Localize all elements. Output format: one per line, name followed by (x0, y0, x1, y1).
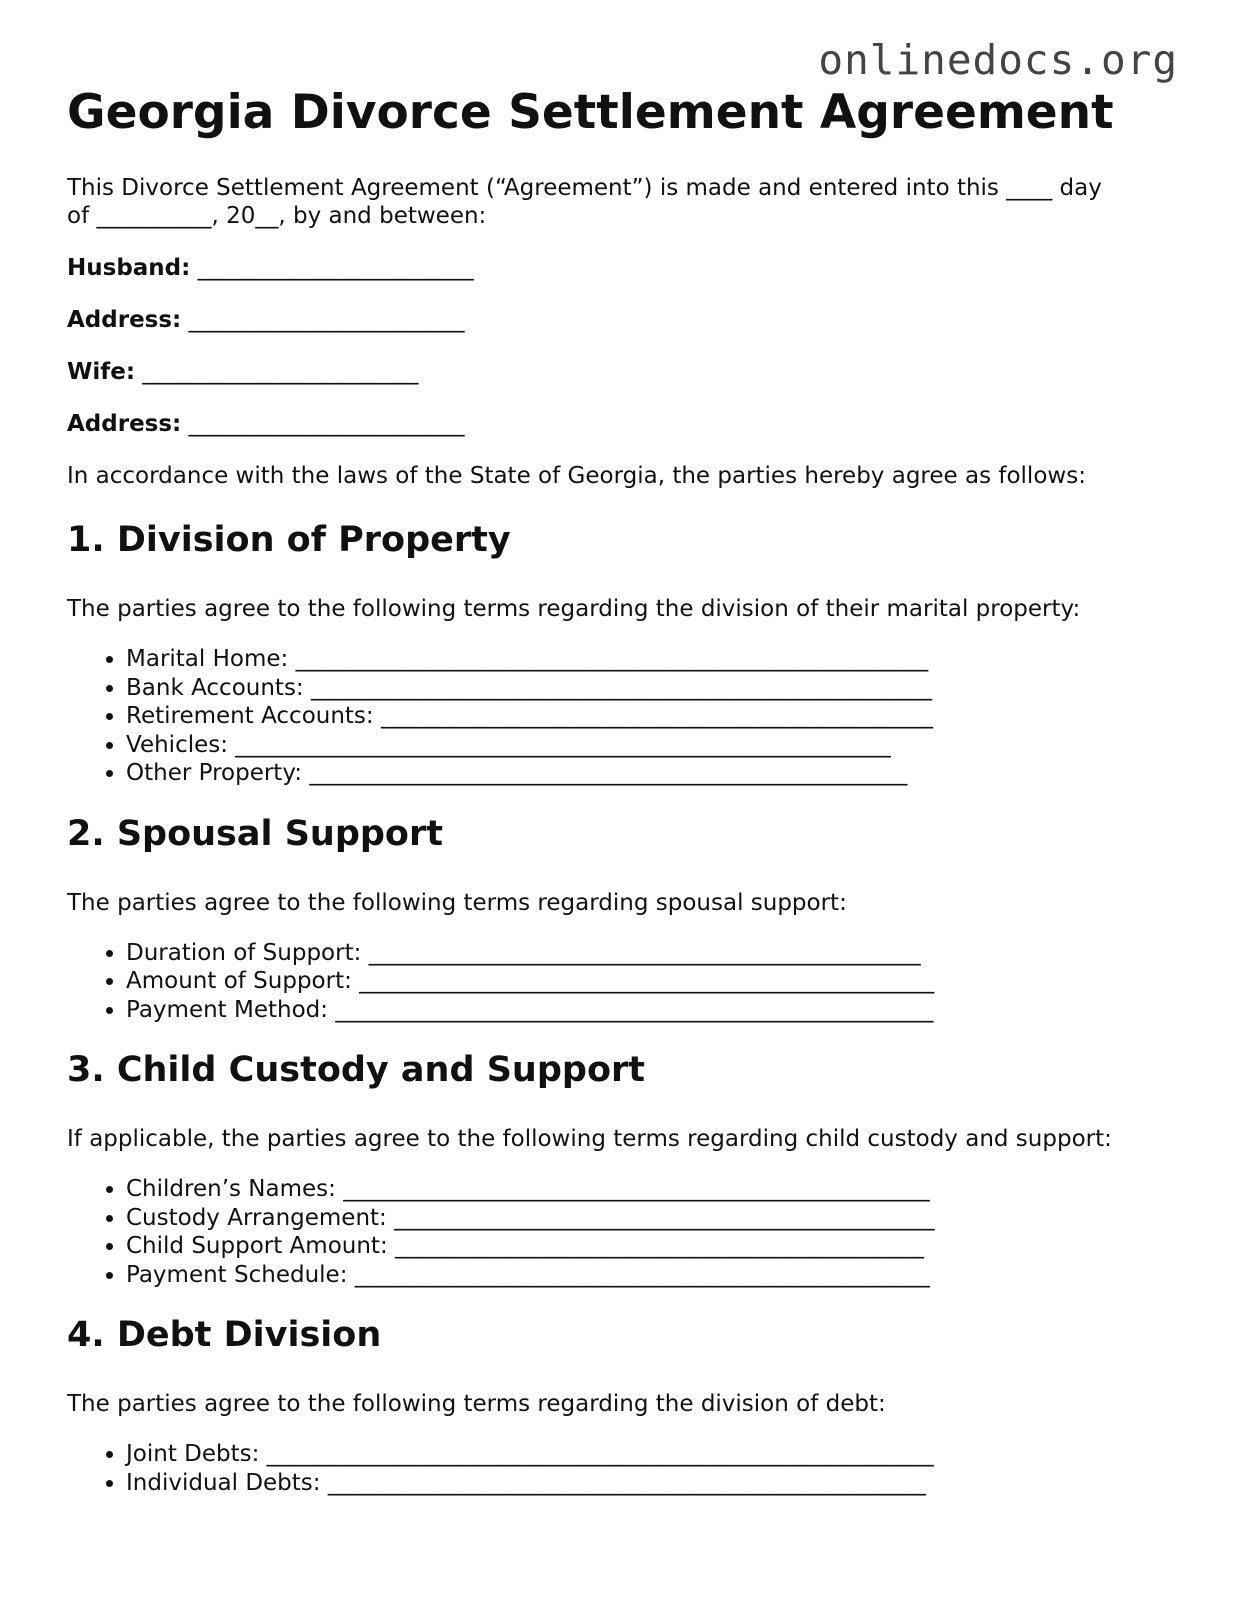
list-item[interactable]: • Payment Method: ____________________________________________________ (126, 996, 1167, 1025)
child-custody-list (67, 1175, 1167, 1289)
wife-address-label: Address: (67, 411, 182, 437)
wife-address-field (67, 410, 1167, 438)
intro-paragraph (67, 174, 1167, 230)
section-intro-spousal-support: The parties agree to the following terms regarding spousal support: (67, 889, 847, 916)
wife-label: Wife: (67, 359, 136, 385)
section-heading-child-custody: 3. Child Custody and Support (67, 1050, 645, 1090)
list-item[interactable]: • Duration of Support: ________________________________________________ (126, 939, 1167, 968)
list-item[interactable]: • Marital Home: _______________________________________________________ (126, 645, 1167, 674)
watermark: onlinedocs.org (818, 36, 1178, 84)
document-page (67, 82, 1167, 1497)
list-item[interactable]: • Payment Schedule: __________________________________________________ (126, 1261, 1167, 1290)
laws-paragraph: In accordance with the laws of the State of Georgia, the parties hereby agree as follows: (67, 463, 1086, 489)
list-item[interactable]: • Individual Debts: ____________________________________________________ (126, 1469, 1167, 1498)
husband-field (67, 254, 1167, 282)
document-title: Georgia Divorce Settlement Agreement (67, 85, 1114, 140)
list-item[interactable]: • Vehicles: _________________________________________________________ (126, 731, 1167, 760)
intro-line-1: This Divorce Settlement Agreement (“Agreement”) is made and entered into this ____ day (67, 175, 1102, 201)
section-heading-debt-division: 4. Debt Division (67, 1315, 382, 1355)
list-item[interactable]: • Bank Accounts: ______________________________________________________ (126, 674, 1167, 703)
wife-blank[interactable]: ________________________ (135, 359, 419, 385)
list-item[interactable]: • Custody Arrangement: _______________________________________________ (126, 1204, 1167, 1233)
spousal-support-list (67, 939, 1167, 1025)
intro-line-2: of __________, 20__, by and between: (67, 203, 487, 229)
wife-address-blank[interactable]: ________________________ (181, 411, 465, 437)
husband-address-field (67, 306, 1167, 334)
list-item[interactable]: • Amount of Support: __________________________________________________ (126, 967, 1167, 996)
husband-blank[interactable]: ________________________ (190, 255, 474, 281)
debt-division-list (67, 1440, 1167, 1497)
husband-address-blank[interactable]: ________________________ (181, 307, 465, 333)
list-item[interactable]: • Joint Debts: __________________________________________________________ (126, 1440, 1167, 1469)
section-intro-debt-division: The parties agree to the following terms regarding the division of debt: (67, 1391, 886, 1417)
section-heading-spousal-support: 2. Spousal Support (67, 813, 443, 854)
list-item[interactable]: • Retirement Accounts: ________________________________________________ (126, 702, 1167, 731)
list-item[interactable]: • Children’s Names: ___________________________________________________ (126, 1175, 1167, 1204)
wife-field (67, 358, 1167, 386)
section-intro-property: The parties agree to the following terms regarding the division of their marital property: (67, 596, 1081, 622)
section-intro-child-custody: If applicable, the parties agree to the following terms regarding child custody and support: (67, 1126, 1112, 1152)
list-item[interactable]: • Other Property: ____________________________________________________ (126, 759, 1167, 788)
husband-address-label: Address: (67, 307, 182, 333)
list-item[interactable]: • Child Support Amount: ______________________________________________ (126, 1232, 1167, 1261)
husband-label: Husband: (67, 255, 191, 281)
section-heading-property: 1. Division of Property (67, 520, 511, 560)
property-list (67, 645, 1167, 788)
